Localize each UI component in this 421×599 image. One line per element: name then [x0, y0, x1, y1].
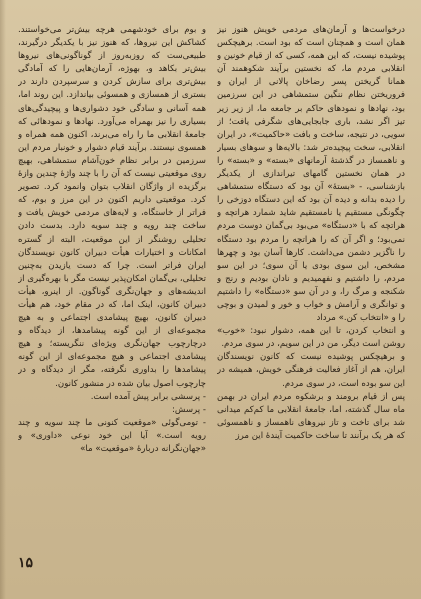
binding-crease — [0, 0, 6, 599]
paragraph: پس از قیام برومند و برشکوه مردم ایران در بهمن ماه سال گذشته، اما، جامعهٔ انقلابی ما کم‌کم میدانی شد برای تاخت و تاز نیروهای ناهمساز و ناهمسوئی که هر یک برآنند تا ساخت حاکمیت آیندهٔ این مرز — [217, 391, 405, 441]
paragraph: و انتخاب کردن، تا این همه، دشوار نبود: «خوب» روشن است دیگر، من در این سویم، در سوی مردم. — [217, 326, 405, 350]
paragraph: و بوم برای خودشهمی هرچه بیش‌تر می‌خواستند. کشاکش این نیروها، که هنوز نیز با یکدیگر درگیرند، طبیعی‌ست که روز‌به‌روز از گوناگونی‌های نیروها بیش‌تر بکاهد و، بهوژه، آرمان‌هایی را که آمادگی بیش‌تری برای سازش کردن و سرسپردن دارند در بستری از همسازی و همسوئی بیاندازد. این روند اما، همه آسانی و سادگی خود دشواری‌ها و پیچیدگی‌های بسیاری را نیز بهمراه می‌آورد. نهادها و نمودهائی که جامعهٔ انقلابی ما را راه می‌برند، اکنون همه همراه و همسوی نیستند. برآیند قیام دشوار و خونبار مردم این سرزمین در برابر نظام خون‌آشام ستمشاهی، بهیچ روی موقعیتی نیست که آن را با چند واژهٔ چندین وازهٔ برگزیده از واژگان انقلاب بتوان وانمود کرد. تصویر کرد. موقعیتی داریم اکنون در این مرز و بوم، که فراتر از خاستگاه، و لایه‌های مردمی خویش یافت و ساخت چند رویه و چند سویه دارد. بدست دادن تحلیلی روشنگر از این موقعیت، البته از گستره امکانات و اختیارات هیأت دبیران کانون نویسندگان ایران فراتر است. چرا که دست یازیدن به‌چنین تحلیلی، بی‌گمان امکان‌پذیر نیست مگر با بهره‌گیری از اندیشه‌های و جهان‌نگری گوناگون. از اینرو، هیأت دبیران کانون، اینک اما، که در مقام خود، هم هیأت دبیران کانون، بهیچ پیشامدی اجتماعی و به هیچ مجموعه‌ای از این گونه پیشامدها، از دیدگاه و درچارچوب جهان‌نگری ویژه‌ای ننگریسته؛ و هیچ پیشامدی اجتماعی و هیچ مجموعه‌ای از این گونه پیشامدها را بداوری نگرفته، مگر از دیدگاه و در چارچوب اصول بیان شده در منشور کانون. — [18, 25, 206, 389]
right-text-column — [217, 24, 405, 564]
left-text-column — [18, 24, 206, 564]
paragraph: - تو‌می‌گوئی «موقعیت کنونی ما چند سویه و چند رویه است.» آیا این خود نوعی «داوری» و «جهان‌نگرانه دربارهٔ «موقعیت» ما» — [18, 417, 206, 454]
paragraph: و برهیچکس پوشیده نیست که کانون نویسندگان ایران، هم از آغاز فعالیت فرهنگی خویش، همیشه در این سو بوده است، در سوی مردم. — [217, 352, 405, 389]
paragraph: - پرسش: — [171, 404, 206, 415]
paragraph: - پرسشی برابر پیش آمده است. — [90, 391, 206, 402]
paragraph: درخواست‌ها و آرمان‌های مردمی خویش هنوز نیز همان است و همچنان است که بود است. برهیچکس پوشیده نیست، که این همه، کسی که از قیام خونین و انقلابی مردم ما، که نخستین برآیند شکوهمند آن همانا گریختن پسر رضاخان پالانی از ایران و فروریختن نظام ننگین ستمشاهی در این سرزمین بود، نهادها و نمودهای حاکم بر جامعه ما، از زیر زیر تیز اگر نشد، باری جابجایی‌های شگرفی یافت؛ از سویی، در نتیجه، ساخت و بافت «حاکمیت»، در ایران انقلابی، سخت پیچیده‌تر شد: بالایه‌ها و سوهای بسیار و ناهمساز در گذشتهٔ آرمانهای «بسته» و «بسته» را در همان نخستین گامهای تیراندازی از یکدیگر بازشناسی، - «بستهٔ» آن بود که دستگاه ستمشاهی را دیده‌ بدانه و دیده آن بود که این دستگاه دوزخی را چگونگی مستقیم یا نامستقیم شاید شمارد هراتچه و هراتچه که با «دستگاه» می‌بود بی‌گمان دوست مردم نمی‌بود؛ و اگر آن که را هراتچه را مردم بود دستگاه را ناگزیر دشمن می‌داشت. کارها آسان بود و چهرها مشخص، این سوی بودی یا آن سوی؛ در این سو مردم، را داشتیم و نفهمیدیم و نادان بودیم و رنج و شکنجه و مرگ را، و در آن سو «دستگاه» را داشتیم و توانگری و آرامش و خواب و خور و لمیدن و بوچی را و «انتخاب کن.» مرداد — [217, 25, 405, 324]
page-number: ۱۵ — [18, 555, 34, 571]
